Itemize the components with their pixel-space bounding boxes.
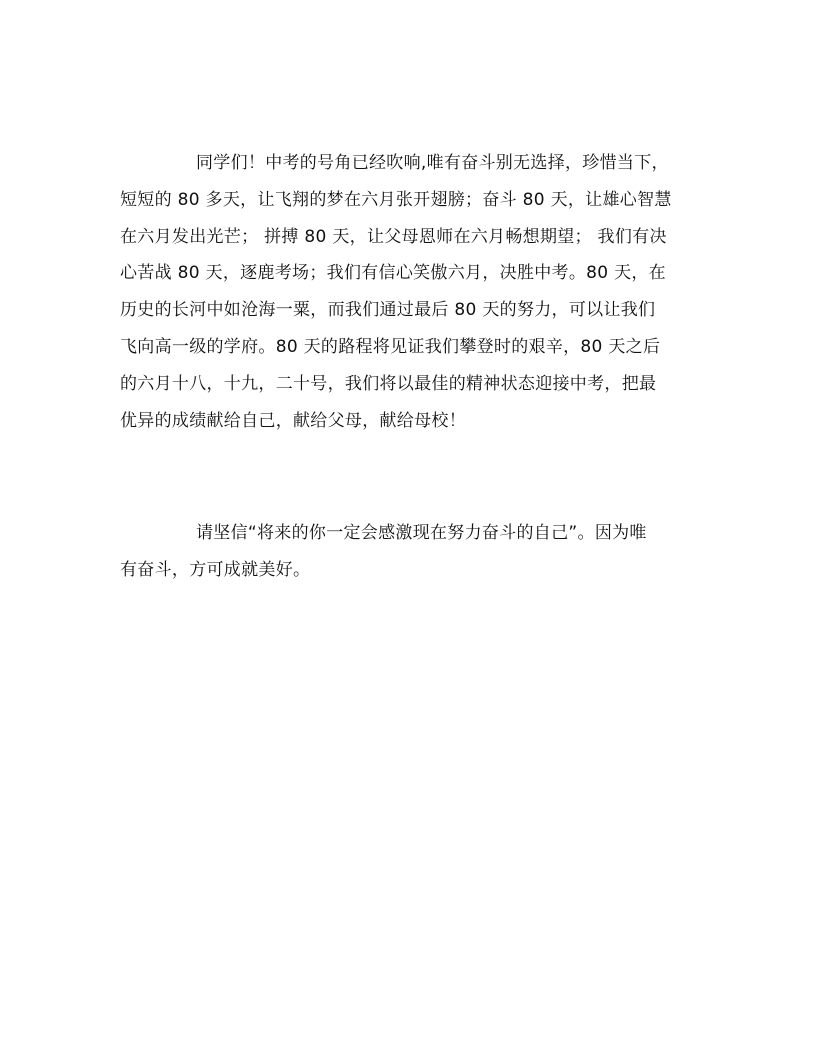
paragraph-1 bbox=[120, 145, 698, 439]
paragraph-2 bbox=[120, 515, 698, 589]
paragraph-line: 历史的长河中如沧海一粟，而我们通过最后 80 天的努力，可以让我们 bbox=[120, 300, 656, 321]
paragraph-line: 飞向高一级的学府。80 天的路程将见证我们攀登时的艰辛，80 天之后 bbox=[120, 336, 661, 357]
paragraph-line: 同学们！中考的号角已经吹响,唯有奋斗别无选择，珍惜当下， bbox=[196, 153, 669, 173]
paragraph-line: 优异的成绩献给自己，献给父母，献给母校！ bbox=[120, 410, 466, 431]
paragraph-line: 短短的 80 多天，让飞翔的梦在六月张开翅膀；奋斗 80 天，让雄心智慧 bbox=[120, 189, 672, 210]
paragraph-line: 请坚信“将来的你一定会感激现在努力奋斗的自己”。因为唯 bbox=[196, 523, 647, 543]
paragraph-line: 在六月发出光芒； 拼搏 80 天，让父母恩师在六月畅想期望； 我们有决 bbox=[120, 226, 667, 247]
paragraph-line: 的六月十八，十九，二十号，我们将以最佳的精神状态迎接中考，把最 bbox=[120, 373, 657, 394]
paragraph-line: 心苦战 80 天，逐鹿考场；我们有信心笑傲六月，决胜中考。80 天，在 bbox=[120, 263, 666, 284]
paragraph-line: 有奋斗，方可成就美好。 bbox=[120, 559, 311, 580]
